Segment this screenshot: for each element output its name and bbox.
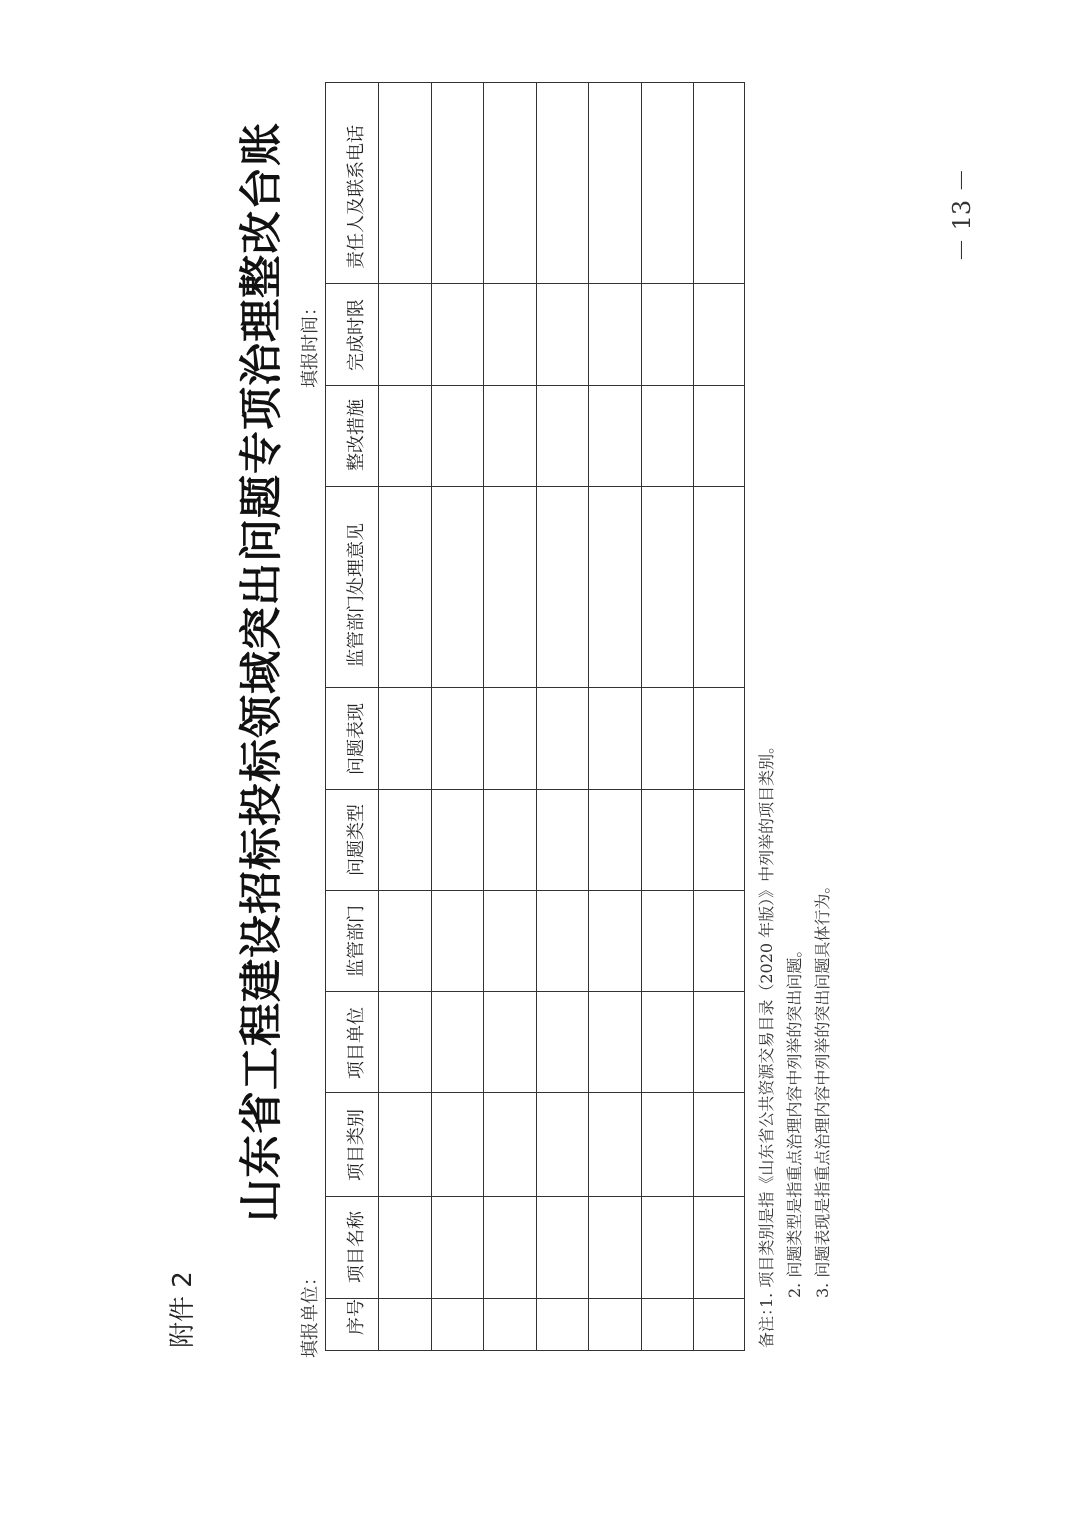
grid-line xyxy=(641,83,642,1350)
fill-time-label: 填报时间： xyxy=(300,298,321,388)
grid-line xyxy=(378,83,379,1350)
header-rectification-measures: 整改措施 xyxy=(346,399,367,471)
grid-line xyxy=(326,1298,744,1299)
fill-unit-label: 填报单位： xyxy=(300,1268,321,1358)
header-project-category: 项目类别 xyxy=(346,1109,367,1181)
header-project-unit: 项目单位 xyxy=(346,1007,367,1079)
header-responsible-person-phone: 责任人及联系电话 xyxy=(346,125,367,269)
grid-line xyxy=(431,83,432,1350)
header-serial-number: 序号 xyxy=(346,1299,367,1335)
grid-line xyxy=(326,283,744,284)
header-supervising-department: 监管部门 xyxy=(346,905,367,977)
grid-line xyxy=(536,83,537,1350)
rectification-ledger-table xyxy=(325,82,745,1351)
header-department-handling-opinion: 监管部门处理意见 xyxy=(346,523,367,667)
grid-line xyxy=(483,83,484,1350)
header-problem-type: 问题类型 xyxy=(346,804,367,876)
header-problem-manifestation: 问题表现 xyxy=(346,703,367,775)
grid-line xyxy=(326,1196,744,1197)
header-completion-deadline: 完成时限 xyxy=(346,299,367,371)
grid-line xyxy=(326,385,744,386)
grid-line xyxy=(326,890,744,891)
grid-line xyxy=(326,1092,744,1093)
grid-line xyxy=(588,83,589,1350)
grid-line xyxy=(693,83,694,1350)
attachment-label: 附件 2 xyxy=(168,1271,198,1348)
note-item: 3. 问题表现是指重点治理内容中列举的突出问题具体行为。 xyxy=(813,877,832,1298)
page-number: － 13 － xyxy=(948,168,976,262)
grid-line xyxy=(326,789,744,790)
note-item: 1. 项目类别是指《山东省公共资源交易目录（2020 年版）》中列举的项目类别。 xyxy=(757,737,776,1308)
page-title: 山东省工程建设招标投标领域突出问题专项治理整改台账 xyxy=(237,122,287,1222)
grid-line xyxy=(326,991,744,992)
notes-label: 备注： xyxy=(757,1299,776,1348)
grid-line xyxy=(326,486,744,487)
note-item: 2. 问题类型是指重点治理内容中列举的突出问题。 xyxy=(785,941,804,1298)
header-project-name: 项目名称 xyxy=(346,1211,367,1283)
grid-line xyxy=(326,687,744,688)
